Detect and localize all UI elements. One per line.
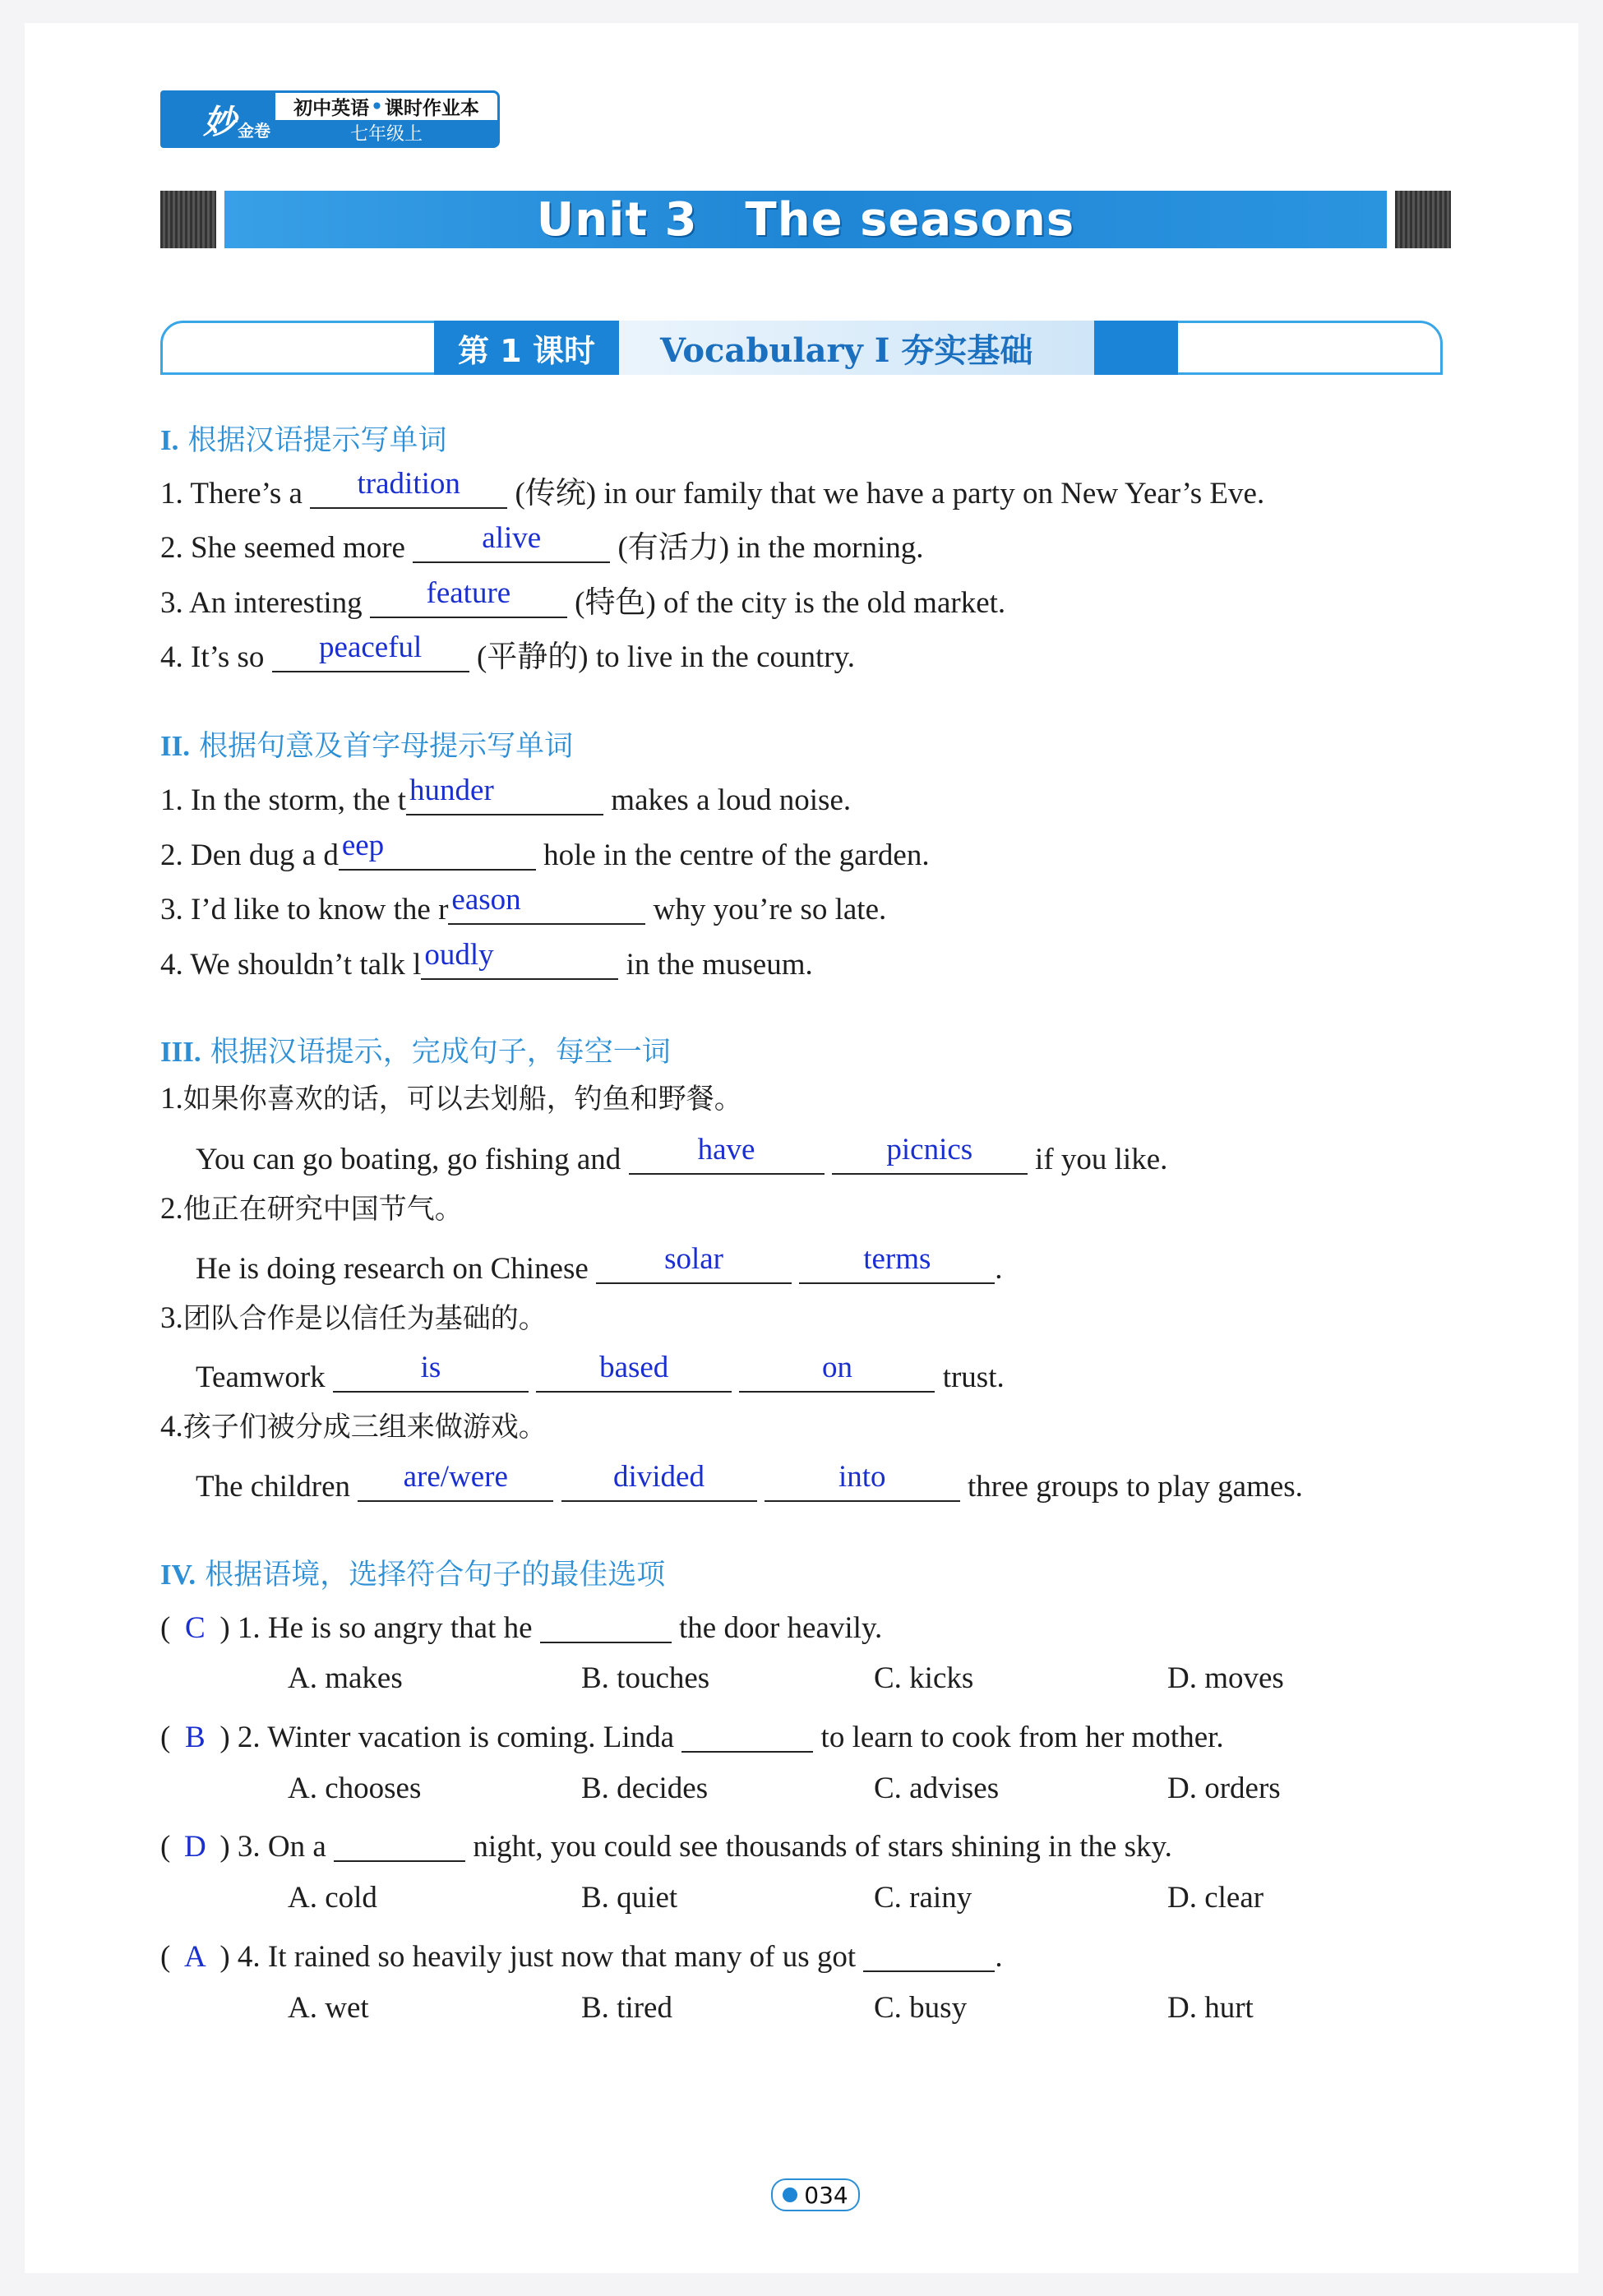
series-box bbox=[275, 90, 500, 148]
s3-question-2-cn: 2.他正在研究中国节气。 bbox=[160, 1192, 463, 1226]
answer-text: based bbox=[599, 1351, 669, 1384]
brand-logo bbox=[160, 90, 275, 148]
answer-blank bbox=[863, 1938, 995, 1972]
section-2-title bbox=[160, 723, 573, 765]
grade-label: 七年级上 bbox=[275, 120, 497, 146]
option: A. cold bbox=[288, 1881, 377, 1915]
answer-blank bbox=[799, 1242, 995, 1284]
answer-text: is bbox=[420, 1351, 441, 1384]
answer-blank bbox=[370, 576, 567, 618]
answer-blank bbox=[334, 1827, 465, 1862]
answer-blank bbox=[421, 938, 618, 980]
answer-text: have bbox=[697, 1133, 755, 1166]
answer-blank bbox=[272, 631, 469, 672]
option: B. touches bbox=[581, 1661, 710, 1695]
s2-question-2: 2. Den dug a d eep hole in the centre of the garden. bbox=[160, 829, 930, 872]
series-title-b: 课时作业本 bbox=[384, 98, 479, 119]
lesson-bar bbox=[160, 321, 1443, 375]
s3-question-2-en: He is doing research on Chinese solar terms . bbox=[196, 1242, 1003, 1286]
s3-question-1-en: You can go boating, go fishing and have picnics if you like. bbox=[196, 1133, 1168, 1176]
answer-text: solar bbox=[664, 1242, 724, 1276]
option: A. chooses bbox=[288, 1772, 422, 1805]
answer-blank bbox=[681, 1718, 813, 1753]
section-4-heading: 根据语境，选择符合句子的最佳选项 bbox=[196, 1559, 666, 1591]
s2-question-1: 1. In the storm, the t hunder makes a loud noise. bbox=[160, 774, 852, 817]
answer-text: divided bbox=[613, 1460, 704, 1494]
section-3-roman: III. bbox=[160, 1036, 201, 1068]
answer-text: picnics bbox=[886, 1133, 973, 1166]
unit-banner bbox=[160, 191, 1451, 248]
answer-blank bbox=[561, 1460, 757, 1502]
s3-question-4-cn: 4.孩子们被分成三组来做游戏。 bbox=[160, 1410, 547, 1444]
answer-text: peaceful bbox=[319, 631, 423, 664]
s3-question-3-en: Teamwork is based on trust. bbox=[196, 1351, 1005, 1394]
option: C. kicks bbox=[874, 1661, 974, 1695]
s4-question-2: ( B ) 2. Winter vacation is coming. Linda to learn to cook from her mother. bbox=[160, 1718, 1224, 1753]
answer-blank bbox=[406, 774, 603, 815]
answer-blank bbox=[739, 1351, 935, 1393]
answer-text: alive bbox=[482, 521, 542, 555]
s4-question-1: ( C ) 1. He is so angry that he the door heavily. bbox=[160, 1609, 882, 1643]
lesson-title: Vocabulary I 夯实基础 bbox=[619, 321, 1178, 375]
s1-question-3: 3. An interesting feature (特色) of the city is the old market. bbox=[160, 576, 1006, 620]
answer-blank bbox=[413, 521, 610, 563]
s2-question-3: 3. I’d like to know the r eason why you’re so late. bbox=[160, 883, 887, 926]
answer-text: eep bbox=[341, 829, 385, 862]
section-2-heading: 根据句意及首字母提示写单词 bbox=[190, 730, 574, 763]
s1-question-4: 4. It’s so peaceful (平静的) to live in the country. bbox=[160, 631, 855, 674]
option: C. advises bbox=[874, 1772, 1000, 1805]
answer-text: are/were bbox=[403, 1460, 508, 1494]
s1-question-2: 2. She seemed more alive (有活力) in the morning. bbox=[160, 521, 924, 565]
logo-calligraphy: 妙 bbox=[203, 102, 233, 141]
mc-answer: A bbox=[183, 1940, 206, 1974]
series-title-sep: • bbox=[371, 95, 383, 118]
option: C. rainy bbox=[874, 1881, 972, 1915]
mc-answer: C bbox=[184, 1611, 206, 1645]
brand-header bbox=[160, 90, 500, 148]
mc-answer: D bbox=[183, 1830, 206, 1864]
option: A. wet bbox=[288, 1991, 369, 2025]
s4-question-3: ( D ) 3. On a night, you could see thousands of stars shining in the sky. bbox=[160, 1827, 1172, 1862]
s3-question-4-en: The children are/were divided into three groups to play games. bbox=[196, 1460, 1303, 1504]
option: C. busy bbox=[874, 1991, 968, 2025]
option: B. quiet bbox=[581, 1881, 678, 1915]
answer-blank bbox=[333, 1351, 529, 1393]
option: D. moves bbox=[1167, 1661, 1284, 1695]
s3-question-3-cn: 3.团队合作是以信任为基础的。 bbox=[160, 1301, 547, 1335]
logo-sub: 金卷 bbox=[238, 121, 270, 141]
section-2-roman: II. bbox=[160, 730, 190, 762]
answer-blank bbox=[536, 1351, 732, 1393]
s3-question-1-cn: 1.如果你喜欢的话，可以去划船，钓鱼和野餐。 bbox=[160, 1082, 742, 1116]
answer-text: on bbox=[821, 1351, 852, 1384]
page-number bbox=[771, 2178, 860, 2211]
section-1-heading: 根据汉语提示写单词 bbox=[178, 424, 447, 457]
banner-right-block bbox=[1395, 191, 1451, 248]
option: A. makes bbox=[288, 1661, 403, 1695]
answer-blank bbox=[629, 1133, 825, 1175]
section-3-heading: 根据汉语提示，完成句子，每空一词 bbox=[201, 1036, 671, 1069]
unit-name: The seasons bbox=[745, 192, 1075, 247]
mc-answer: B bbox=[184, 1721, 206, 1754]
answer-text: feature bbox=[426, 576, 511, 610]
s4-question-4: ( A ) 4. It rained so heavily just now that many of us got . bbox=[160, 1938, 1003, 1972]
bullet-icon bbox=[783, 2187, 797, 2202]
series-title-a: 初中英语 bbox=[293, 98, 370, 119]
answer-text: oudly bbox=[424, 938, 494, 972]
unit-title bbox=[224, 191, 1387, 248]
answer-blank bbox=[448, 883, 645, 925]
option: B. decides bbox=[581, 1772, 709, 1805]
answer-text: terms bbox=[863, 1242, 931, 1276]
lesson-period: 第 1 课时 bbox=[434, 321, 619, 375]
unit-number: Unit 3 bbox=[536, 192, 698, 247]
answer-blank bbox=[310, 467, 507, 509]
answer-blank bbox=[358, 1460, 553, 1502]
section-4-title bbox=[160, 1552, 665, 1593]
answer-text: eason bbox=[451, 883, 521, 917]
section-1-roman: I. bbox=[160, 424, 179, 456]
banner-left-block bbox=[160, 191, 216, 248]
option: D. clear bbox=[1167, 1881, 1264, 1915]
section-4-roman: IV. bbox=[160, 1559, 196, 1591]
s1-question-1: 1. There’s a tradition (传统) in our family that we have a party on New Year’s Eve. bbox=[160, 467, 1265, 510]
answer-text: hunder bbox=[409, 774, 494, 807]
option: D. hurt bbox=[1167, 1991, 1254, 2025]
answer-text: tradition bbox=[357, 467, 460, 501]
answer-text: into bbox=[838, 1460, 886, 1494]
option: D. orders bbox=[1167, 1772, 1281, 1805]
answer-blank bbox=[339, 829, 536, 871]
section-1-title bbox=[160, 418, 447, 459]
answer-blank bbox=[540, 1609, 672, 1643]
s2-question-4: 4. We shouldn’t talk l oudly in the museum. bbox=[160, 938, 813, 982]
section-3-title bbox=[160, 1029, 671, 1070]
series-title bbox=[275, 93, 497, 120]
option: B. tired bbox=[581, 1991, 672, 2025]
answer-blank bbox=[765, 1460, 960, 1502]
answer-blank bbox=[832, 1133, 1028, 1175]
answer-blank bbox=[596, 1242, 792, 1284]
page-number-text: 034 bbox=[804, 2181, 848, 2209]
